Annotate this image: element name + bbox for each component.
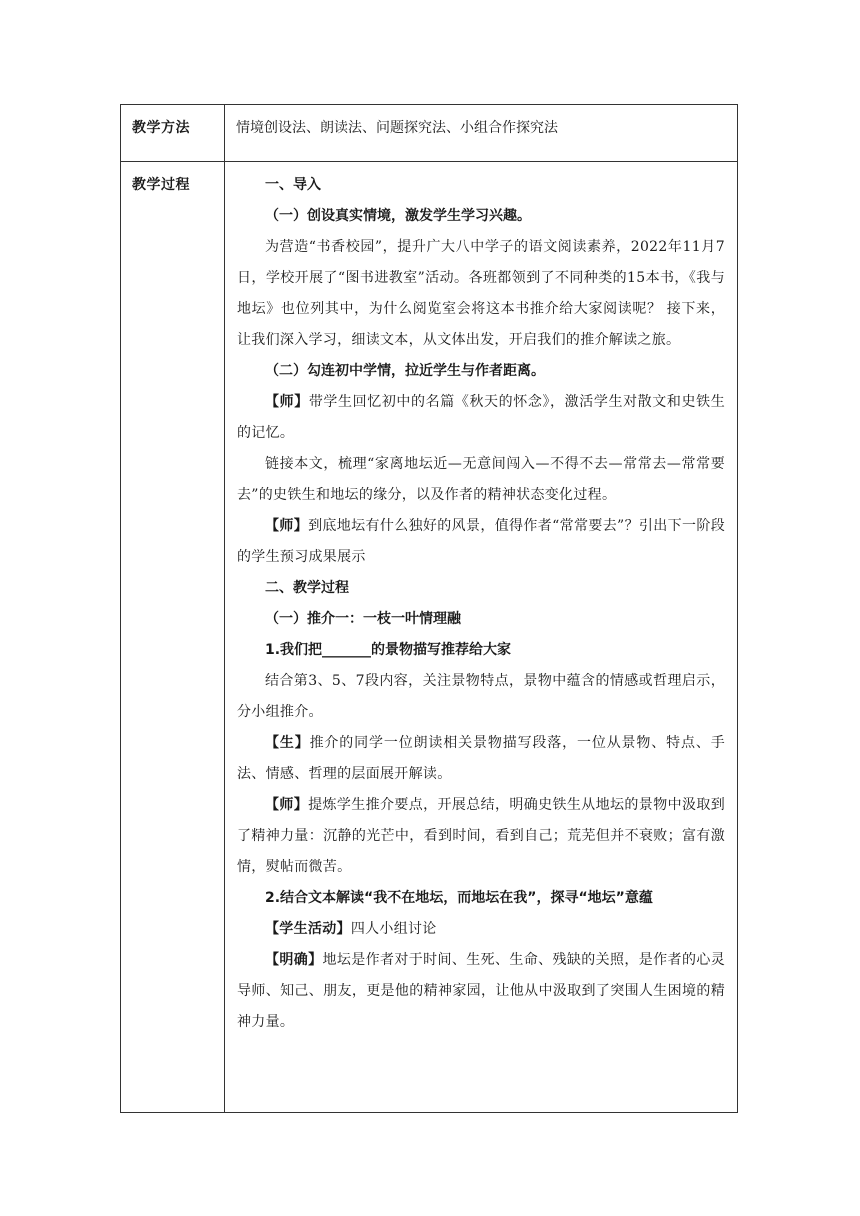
- section-1-title: 一、导入: [265, 177, 321, 193]
- teaching-process-row: [121, 162, 738, 1113]
- student-tag: 【生】: [265, 735, 310, 751]
- section-2-paragraph-3: [237, 790, 725, 883]
- student-activity-tag: 【学生活动】: [265, 921, 351, 937]
- teaching-process-label-cell: [121, 162, 225, 1113]
- teaching-method-row: [121, 105, 738, 162]
- teaching-method-content: 情境创设法、朗读法、问题探究法、小组合作探究法: [225, 105, 738, 162]
- teaching-method-label-cell: [121, 105, 225, 162]
- teacher-tag: 【师】: [265, 394, 309, 410]
- lesson-plan-page: [120, 104, 738, 1113]
- section-1-subheading-2: （二）勾连初中学情，拉近学生与作者距离。: [265, 363, 545, 379]
- teaching-process-label: 教学过程: [132, 177, 190, 193]
- paragraph-text: 推介的同学一位朗读相关景物描写段落，一位从景物、特点、手法、情感、哲理的层面展开解读。: [237, 735, 725, 782]
- clarify-tag: 【明确】: [265, 952, 323, 968]
- section-2-paragraph-4: [237, 914, 725, 945]
- paragraph-text: 到底地坛有什么独好的风景，值得作者“常常要去”？引出下一阶段的学生预习成果展示: [237, 518, 726, 565]
- paragraph-text: 提炼学生推介要点，开展总结，明确史铁生从地坛的景物中汲取到了精神力量：沉静的光芒中，看到时间，看到自己；荒芜但并不衰败；富有激情，熨帖而微苦。: [237, 797, 725, 875]
- section-2-paragraph-1: 结合第3、5、7段内容，关注景物特点，景物中蕴含的情感或哲理启示，分小组推介。: [237, 673, 725, 720]
- section-1-paragraph-4: [237, 511, 725, 573]
- section-1-paragraph-1: 为营造“书香校园”，提升广大八中学子的语文阅读素养，2022年11月7日，学校开展了“图书进教室”活动。各班都领到了不同种类的15本书，《我与地坛》也位列其中，为什么阅览室会将这本书推介给大家阅读呢？ 接下来，让我们深入学习，细读文本，从文体出发，开启我们的推介解读之旅。: [237, 239, 725, 348]
- section-2-title: 二、教学过程: [265, 580, 349, 596]
- paragraph-text: 带学生回忆初中的名篇《秋天的怀念》，激活学生对散文和史铁生的记忆。: [237, 394, 725, 441]
- section-2-paragraph-2: [237, 728, 725, 790]
- teaching-process-content: [225, 162, 738, 1113]
- section-1-subheading-1: （一）创设真实情境，激发学生学习兴趣。: [265, 208, 531, 224]
- section-1-paragraph-2: [237, 387, 725, 449]
- teacher-tag: 【师】: [265, 797, 309, 813]
- paragraph-text: 四人小组讨论: [350, 921, 437, 937]
- section-2-item-2: 2.结合文本解读“我不在地坛，而地坛在我”，探寻“地坛”意蕴: [265, 890, 653, 906]
- teacher-tag: 【师】: [265, 518, 309, 534]
- lesson-plan-table: [120, 104, 738, 1113]
- section-2-subheading-1: （一）推介一：一枝一叶情理融: [265, 611, 461, 627]
- section-2-item-1: 1.我们把_______的景物描写推荐给大家: [265, 642, 512, 658]
- teaching-method-label: 教学方法: [132, 120, 190, 136]
- section-1-paragraph-3: 链接本文，梳理“家离地坛近—无意间闯入—不得不去—常常去—常常要去”的史铁生和地坛的缘分，以及作者的精神状态变化过程。: [237, 456, 725, 503]
- section-2-paragraph-5: [237, 945, 725, 1038]
- paragraph-text: 地坛是作者对于时间、生死、生命、残缺的关照，是作者的心灵导师、知己、朋友，更是他的精神家园，让他从中汲取到了突围人生困境的精神力量。: [237, 952, 725, 1030]
